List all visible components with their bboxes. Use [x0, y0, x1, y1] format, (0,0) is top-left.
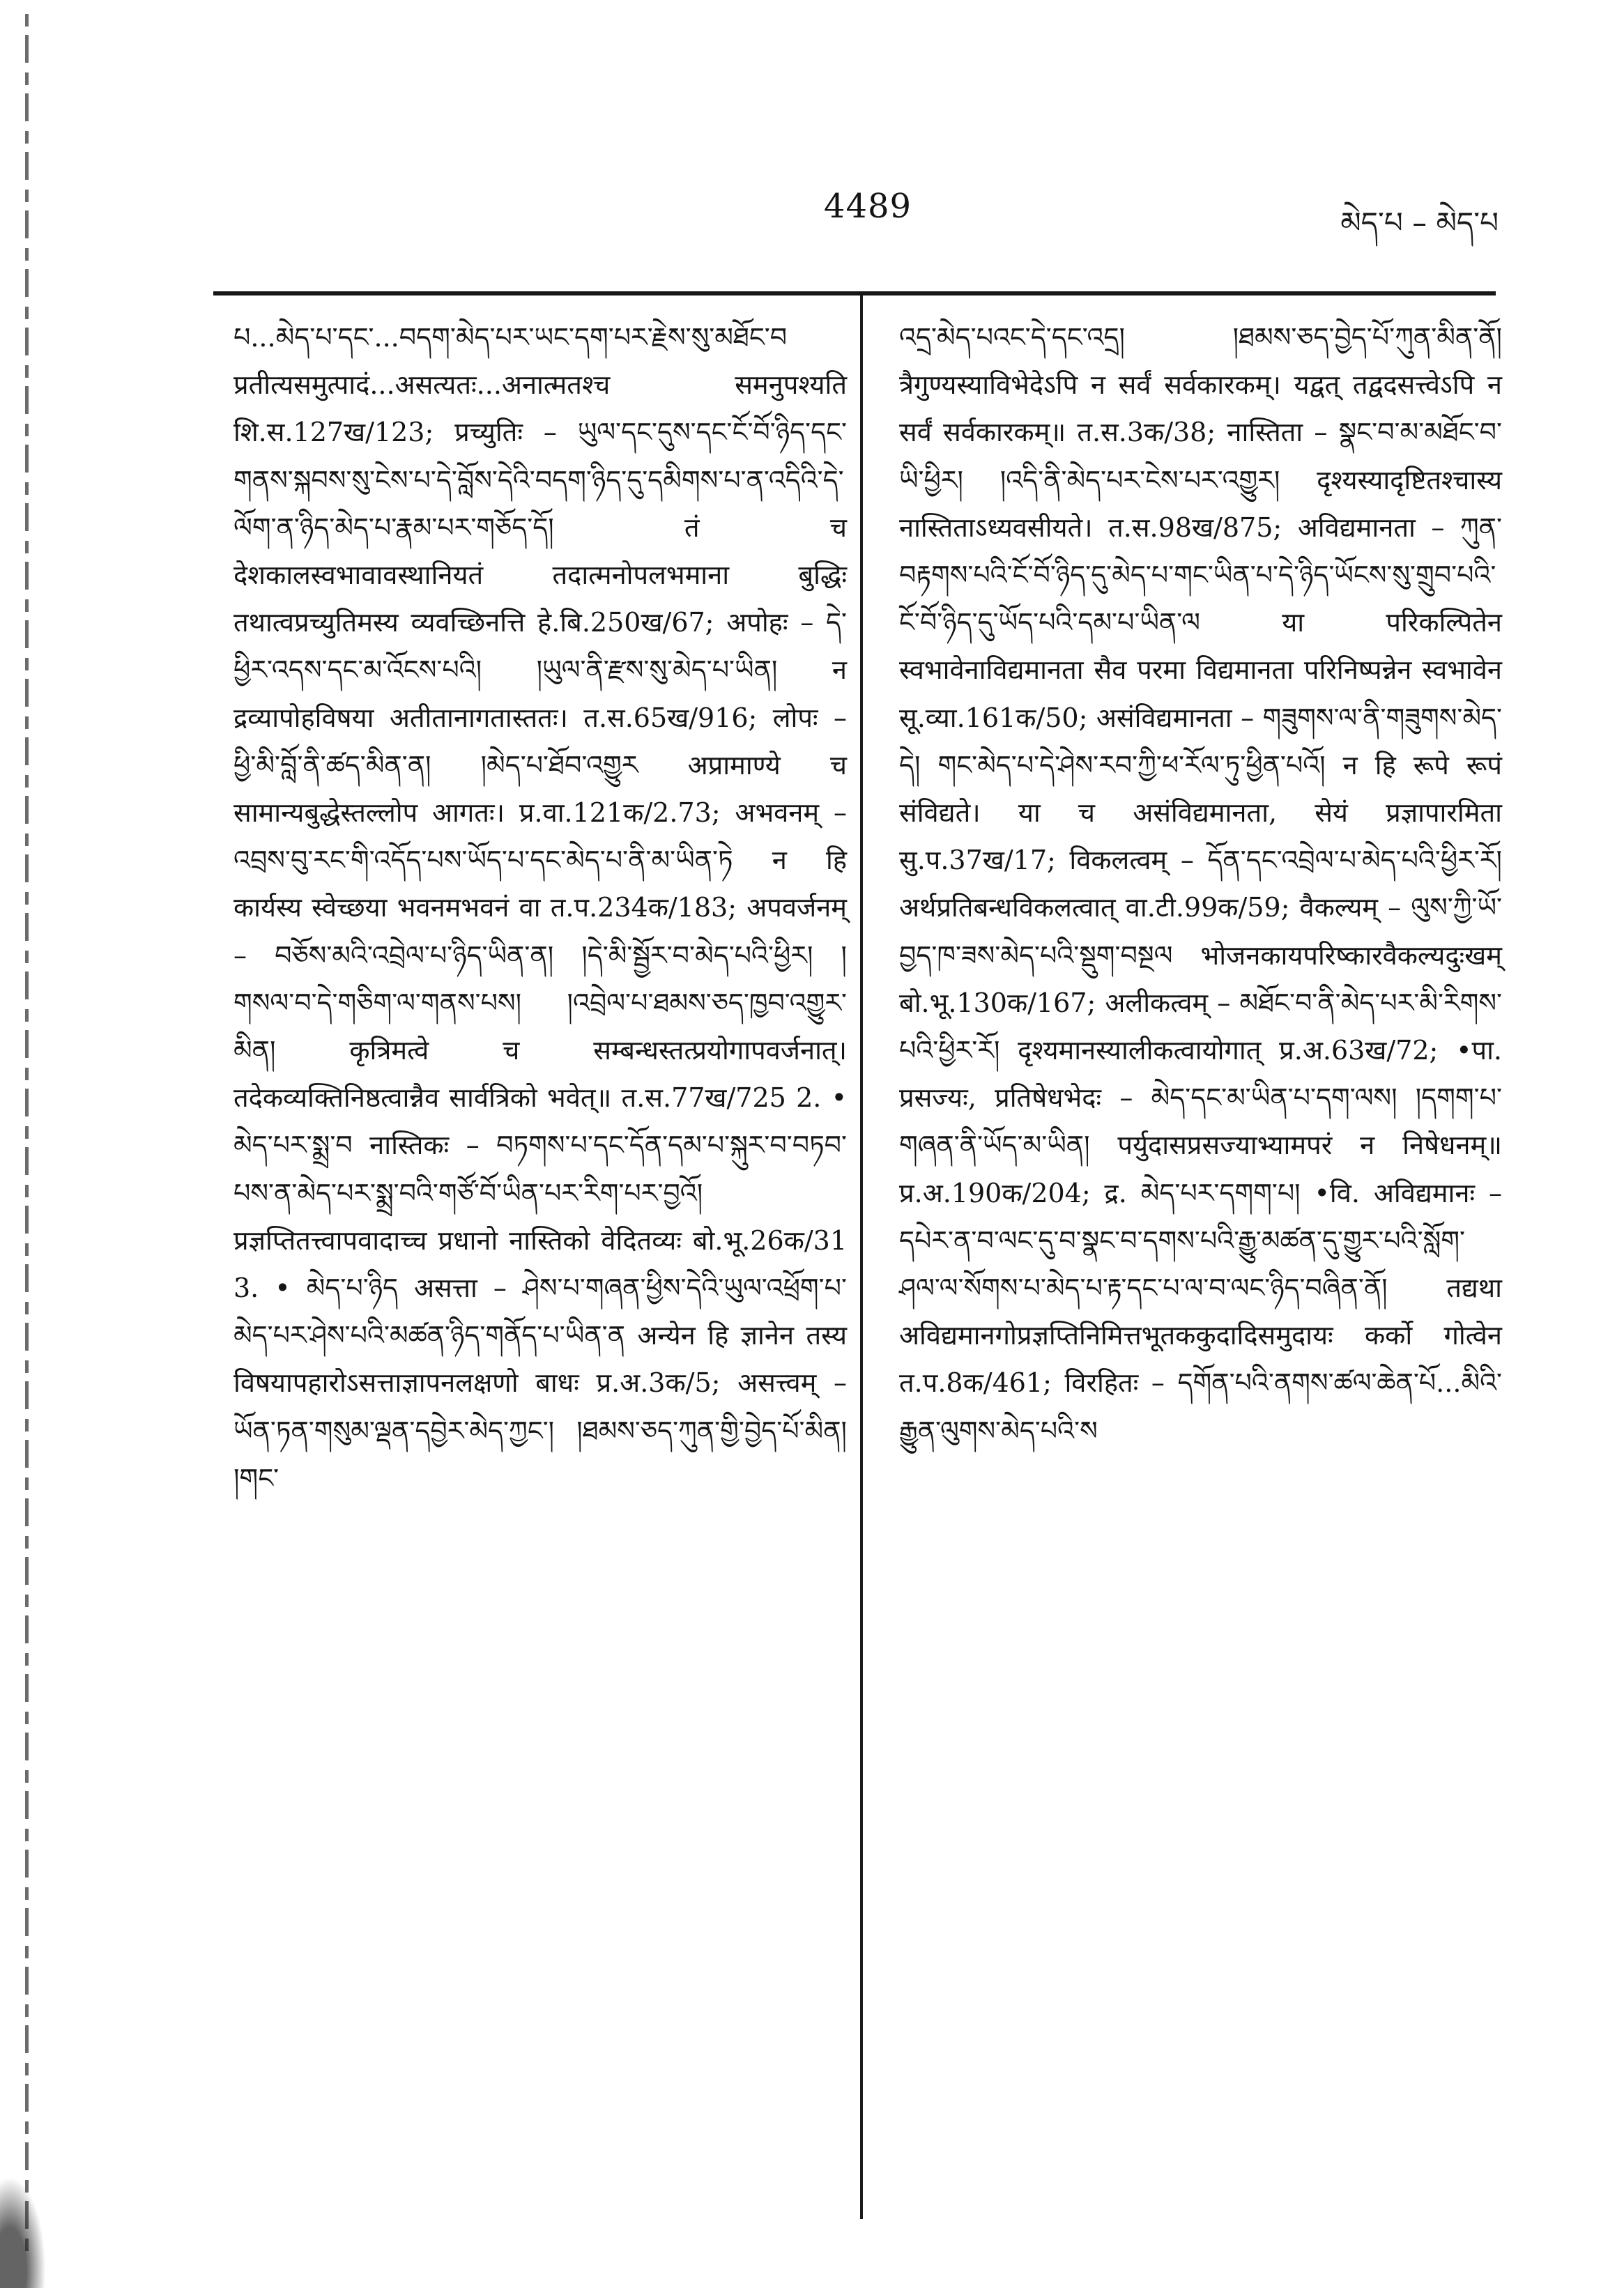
- running-head: མེད་པ – མེད་པ: [1340, 206, 1499, 240]
- scan-corner-mark: [0, 2170, 49, 2288]
- column-divider: [860, 295, 863, 2219]
- right-column-text: འདྲ་མེད་པའང་དེ་དང་འདྲ། །ཐམས་ཅད་བྱེད་པོ་ཀུན་མིན་ནོ། त्रैगुण्यस्याविभेदेऽपि न सर्वं सर्वकारकम्। यद्वत् तद्वदसत्त्वेऽपि न सर्वं सर्वकारकम्॥ त.स.3क/38; नास्तिता – སྣང་བ་མ་མཐོང་བ་ཡི་ཕྱིར། །འདི་ནི་མེད་པར་ངེས་པར་འགྱུར། दृश्यस्यादृष्टितश्चास्य नास्तिताऽध्यवसीयते। त.स.98ख/875; अविद्यमानता – ཀུན་བརྟགས་པའི་ངོ་བོ་ཉིད་དུ་མེད་པ་གང་ཡིན་པ་དེ་ཉིད་ཡོངས་སུ་གྲུབ་པའི་ངོ་བོ་ཉིད་དུ་ཡོད་པའི་དམ་པ་ཡིན་ལ या परिकल्पितेन स्वभावेनाविद्यमानता सैव परमा विद्यमानता परिनिष्पन्नेन स्वभावेन सू.व्या.161क/50; असंविद्यमानता – གཟུགས་ལ་ནི་གཟུགས་མེད་དེ། གང་མེད་པ་དེ་ཤེས་རབ་ཀྱི་ཕ་རོལ་ཏུ་ཕྱིན་པའོ། न हि रूपे रूपं संविद्यते। या च असंविद्यमानता, सेयं प्रज्ञापारमिता सु.प.37ख/17; विकलत्वम् – དོན་དང་འབྲེལ་པ་མེད་པའི་ཕྱིར་རོ། अर्थप्रतिबन्धविकलत्वात् वा.टी.99क/59; वैकल्यम् – ལུས་ཀྱི་ཡོ་བྱད་ཁ་ཟས་མེད་པའི་སྡུག་བསྔལ भोजनकायपरिष्कारवैकल्यदुःखम् बो.भू.130क/167; अलीकत्वम् – མཐོང་བ་ནི་མེད་པར་མི་རིགས་པའི་ཕྱིར་རོ། दृश्यमानस्यालीकत्वायोगात् प्र.अ.63ख/72; •पा. प्रसज्यः, प्रतिषेधभेदः – མེད་དང་མ་ཡིན་པ་དག་ལས། །དགག་པ་གཞན་ནི་ཡོད་མ་ཡིན། पर्युदासप्रसज्याभ्यामपरं न निषेधनम्॥ प्र.अ.190क/204; द्र. མེད་པར་དགག་པ། •वि. अविद्यमानः – དཔེར་ན་བ་ལང་དུ་བ་སྣང་བ་དགས་པའི་རྒྱུ་མཚན་དུ་གྱུར་པའི་སློག་ཤལ་ལ་སོགས་པ་མེད་པ་རྟ་དང་པ་ལ་བ་ལང་ཉིད་བཞིན་ནོ། तद्यथा अविद्यमानगोप्रज्ञप्तिनिमित्तभूतककुदादिसमुदायः कर्को गोत्वेन त.प.8क/461; विरहितः – དགོན་པའི་ནགས་ཚལ་ཆེན་པོ...མིའི་རྒྱུན་ལུགས་མེད་པའི་ས: [899, 322, 1503, 1446]
- scan-left-edge: [25, 14, 29, 2258]
- left-column-text: པ...མེད་པ་དང་...བདག་མེད་པར་ཡང་དག་པར་རྗེས་སུ་མཐོང་བ प्रतीत्यसमुत्पादं...असत्यतः...अनात्मतश्च समनुपश्यति शि.स.127ख/123; प्रच्युतिः – ཡུལ་དང་དུས་དང་ངོ་བོ་ཉིད་དང་གནས་སྐབས་སུ་ངེས་པ་དེ་བློས་དེའི་བདག་ཉིད་དུ་དམིགས་པ་ན་འདིའི་དེ་ལོག་ན་ཉིད་མེད་པ་རྣམ་པར་གཅོད་དོ། तं च देशकालस्वभावावस्थानियतं तदात्मनोपलभमाना बुद्धिः तथात्वप्रच्युतिमस्य व्यवच्छिनत्ति हे.बि.250ख/67; अपोहः – དེ་ཕྱིར་འདས་དང་མ་འོངས་པའི། །ཡུལ་ནི་རྫས་སུ་མེད་པ་ཡིན། न द्रव्यापोहविषया अतीतानागतास्ततः। त.स.65ख/916; लोपः – ཕྱི་མི་བློ་ནི་ཚད་མིན་ན། །མེད་པ་ཐོབ་འགྱུར अप्रामाण्ये च सामान्यबुद्धेस्तल्लोप आगतः। प्र.वा.121क/2.73; अभवनम् – འབྲས་བུ་རང་གི་འདོད་པས་ཡོད་པ་དང་མེད་པ་ནི་མ་ཡིན་ཏེ न हि कार्यस्य स्वेच्छया भवनमभवनं वा त.प.234क/183; अपवर्जनम् – བཅོས་མའི་འབྲེལ་པ་ཉིད་ཡིན་ན། །དེ་མི་སྦྱོར་བ་མེད་པའི་ཕྱིར། །གསལ་བ་དེ་གཅིག་ལ་གནས་པས། །འབྲེལ་པ་ཐམས་ཅད་ཁྱབ་འགྱུར་མིན། कृत्रिमत्वे च सम्बन्धस्तत्प्रयोगापवर्जनात्। तदेकव्यक्तिनिष्ठत्वान्नैव सार्वत्रिको भवेत्॥ त.स.77ख/725 2. • མེད་པར་སྨྲ་བ नास्तिकः – བཏགས་པ་དང་དོན་དམ་པ་སྐུར་བ་བཏབ་པས་ན་མེད་པར་སྨྲ་བའི་གཙོ་བོ་ཡིན་པར་རིག་པར་བྱའོ། प्रज्ञप्तितत्त्वापवादाच्च प्रधानो नास्तिको वेदितव्यः बो.भू.26क/31 3. • མེད་པ་ཉིད असत्ता – ཤེས་པ་གཞན་ཕྱིས་དེའི་ཡུལ་འཕྲོག་པ་མེད་པར་ཤེས་པའི་མཚན་ཉིད་གནོད་པ་ཡིན་ན अन्येन हि ज्ञानेन तस्य विषयापहारोऽसत्ताज्ञापनलक्षणो बाधः प्र.अ.3क/5; असत्त्वम् – ཡོན་ཏན་གསུམ་ལྡན་དབྱེར་མེད་ཀྱང་། །ཐམས་ཅད་ཀུན་གྱི་བྱེད་པོ་མིན། །གང་: [233, 322, 847, 1494]
- left-column: [233, 314, 847, 1502]
- header-rule: [213, 291, 1496, 295]
- page-number: 4489: [823, 187, 912, 226]
- right-column: [899, 314, 1502, 1454]
